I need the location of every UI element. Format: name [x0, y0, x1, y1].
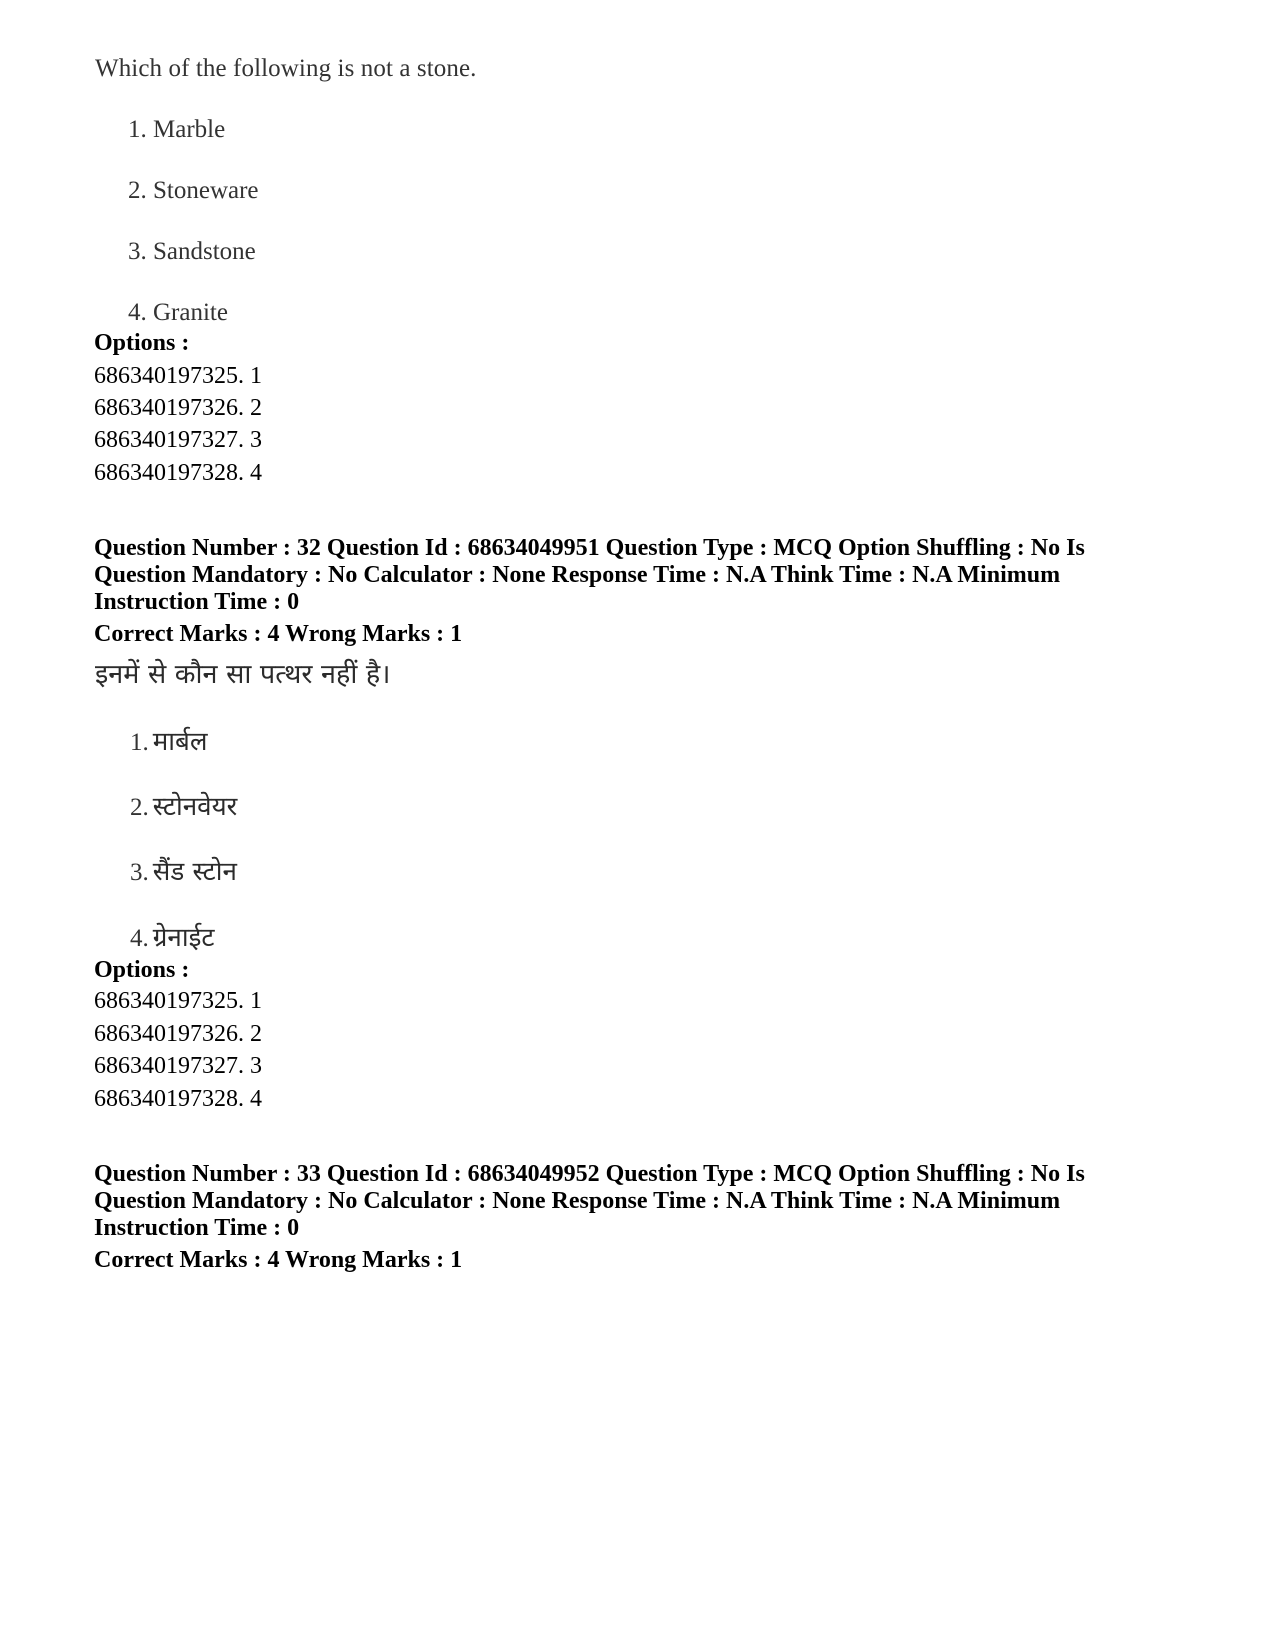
- choice-number: 2.: [130, 794, 149, 821]
- option-id-3: 686340197327. 3: [94, 1053, 262, 1079]
- hindi-choice-4: [130, 918, 214, 954]
- option-id-4: 686340197328. 4: [94, 1086, 262, 1112]
- hindi-choice-2: [130, 787, 237, 823]
- question-meta-line-3: Instruction Time : 0: [94, 589, 300, 615]
- option-id-4: 686340197328. 4: [94, 460, 262, 486]
- choice-4: 4. Granite: [128, 299, 228, 326]
- choice-text: ग्रेनाईट: [152, 923, 215, 953]
- question-meta-line-1: Question Number : 33 Question Id : 68634049952 Question Type : MCQ Option Shuffling : No Is: [94, 1161, 1085, 1187]
- marks-line: Correct Marks : 4 Wrong Marks : 1: [94, 1247, 463, 1273]
- options-label: Options :: [94, 330, 190, 356]
- choice-text: सैंड स्टोन: [152, 857, 237, 887]
- option-id-2: 686340197326. 2: [94, 1021, 262, 1047]
- hindi-choice-1: [130, 722, 208, 758]
- choice-text: स्टोनवेयर: [152, 792, 238, 822]
- question-meta-line-1: Question Number : 32 Question Id : 68634049951 Question Type : MCQ Option Shuffling : No Is: [94, 535, 1085, 561]
- choice-number: 3.: [130, 859, 149, 886]
- option-id-2: 686340197326. 2: [94, 395, 262, 421]
- choice-3: 3. Sandstone: [128, 238, 256, 265]
- choice-number: 4.: [130, 925, 149, 952]
- choice-2: 2. Stoneware: [128, 177, 259, 204]
- option-id-3: 686340197327. 3: [94, 427, 262, 453]
- question-meta-line-3: Instruction Time : 0: [94, 1215, 300, 1241]
- choice-text: मार्बल: [152, 727, 208, 757]
- hindi-choice-3: [130, 852, 237, 888]
- choice-number: 1.: [130, 729, 149, 756]
- question-text: Which of the following is not a stone.: [95, 55, 477, 82]
- question-meta-line-2: Question Mandatory : No Calculator : None Response Time : N.A Think Time : N.A Minimum: [94, 562, 1061, 588]
- choice-1: 1. Marble: [128, 116, 226, 143]
- question-text-hindi: इनमें से कौन सा पत्थर नहीं है।: [95, 659, 391, 690]
- options-label: Options :: [94, 957, 190, 983]
- marks-line: Correct Marks : 4 Wrong Marks : 1: [94, 621, 463, 647]
- option-id-1: 686340197325. 1: [94, 988, 262, 1014]
- option-id-1: 686340197325. 1: [94, 363, 262, 389]
- question-meta-line-2: Question Mandatory : No Calculator : None Response Time : N.A Think Time : N.A Minimum: [94, 1188, 1061, 1214]
